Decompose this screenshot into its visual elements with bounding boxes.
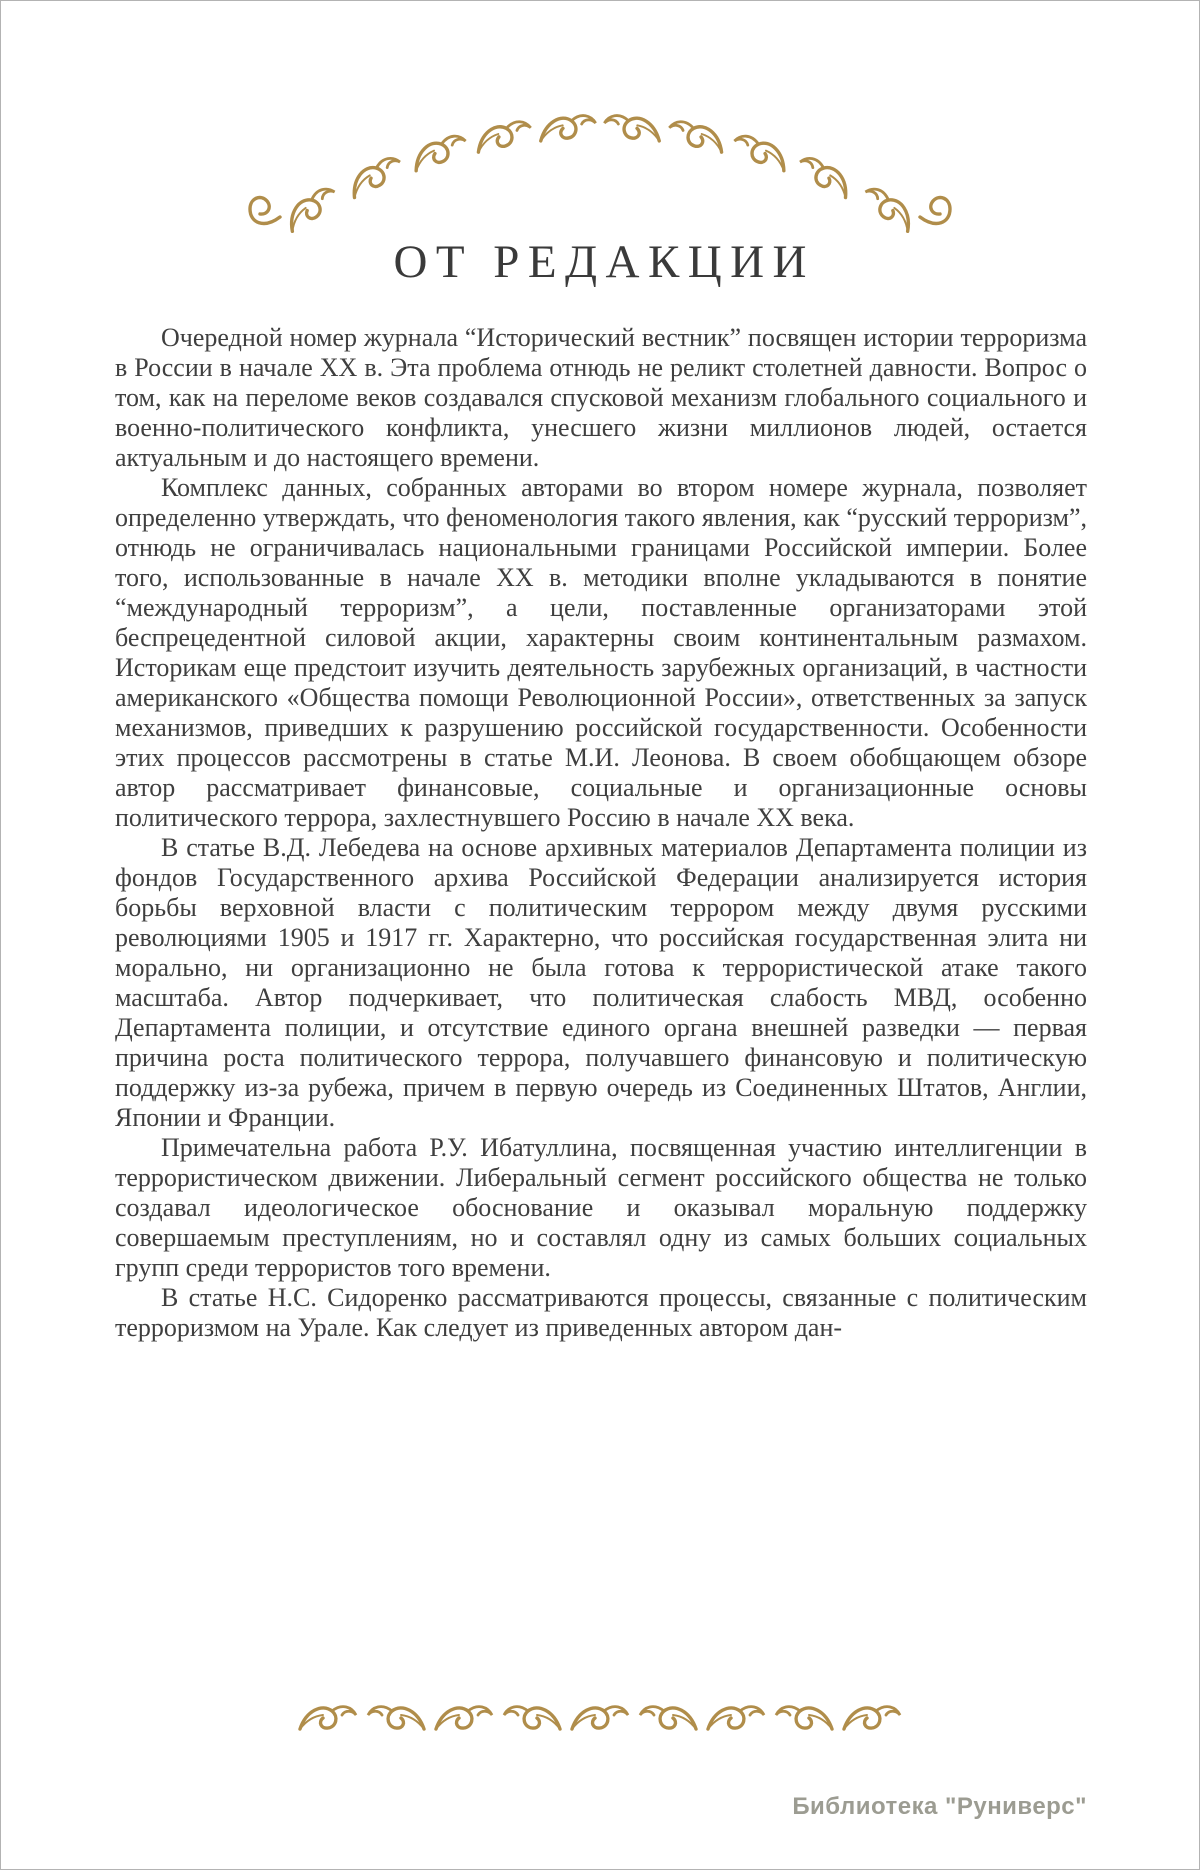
library-watermark: Библиотека "Руниверс" — [792, 1793, 1087, 1820]
editorial-text — [115, 323, 1087, 1343]
scrollwork-arc-icon — [250, 113, 950, 253]
scrollwork-band-icon — [294, 1691, 906, 1743]
paragraph-1: Очередной номер журнала “Исторический вестник” посвящен истории терроризма в России в начале XX в. Эта проблема отнюдь не реликт столетней давности. Вопрос о том, как на переломе веков создавался спусковой механизм глобального социального и военно-политического конфликта, унесшего жизни миллионов людей, остается актуальным и до настоящего времени. — [115, 323, 1087, 472]
bottom-ornament — [294, 1691, 906, 1743]
paragraph-4: Примечательна работа Р.У. Ибатуллина, посвященная участию интеллигенции в террористическом движении. Либеральный сегмент российского общества не только создавал идеологическое обоснование и оказывал моральную поддержку совершаемым преступлениям, но и составлял одну из самых больших социальных групп среди террористов того времени. — [115, 1133, 1087, 1282]
paragraph-2: Комплекс данных, собранных авторами во втором номере журнала, позволяет определенно утверждать, что феноменология такого явления, как “русский терроризм”, отнюдь не ограничивалась национальными границами Российской империи. Более того, использованные в начале XX в. методики вполне укладываются в понятие “международный терроризм”, а цели, поставленные организаторами этой беспрецедентной силовой акции, характерны своим континентальным размахом. Историкам еще предстоит изучить деятельность зарубежных организаций, в частности американского «Общества помощи Революционной России», ответственных за запуск механизмов, приведших к разрушению российской государственности. Особенности этих процессов рассмотрены в статье М.И. Леонова. В своем обобщающем обзоре автор рассматривает финансовые, социальные и организационные основы политического террора, захлестнувшего Россию в начале XX века. — [115, 473, 1087, 832]
paragraph-3: В статье В.Д. Лебедева на основе архивных материалов Департамента полиции из фондов Государственного архива Российской Федерации анализируется история борьбы верховной власти с политическим террором между двумя русскими революциями 1905 и 1917 гг. Характерно, что российская государственная элита ни морально, ни организационно не была готова к террористической атаке такого масштаба. Автор подчеркивает, что политическая слабость МВД, особенно Департамента полиции, и отсутствие единого органа внешней разведки — первая причина роста политического террора, получавшего финансовую и политическую поддержку из-за рубежа, причем в первую очередь из Соединенных Штатов, Англии, Японии и Франции. — [115, 833, 1087, 1132]
paragraph-5: В статье Н.С. Сидоренко рассматриваются процессы, связанные с политическим терроризмом на Урале. Как следует из приведенных автором дан- — [115, 1283, 1087, 1342]
top-ornament — [250, 113, 950, 253]
page-title: ОТ РЕДАКЦИИ — [393, 236, 815, 288]
